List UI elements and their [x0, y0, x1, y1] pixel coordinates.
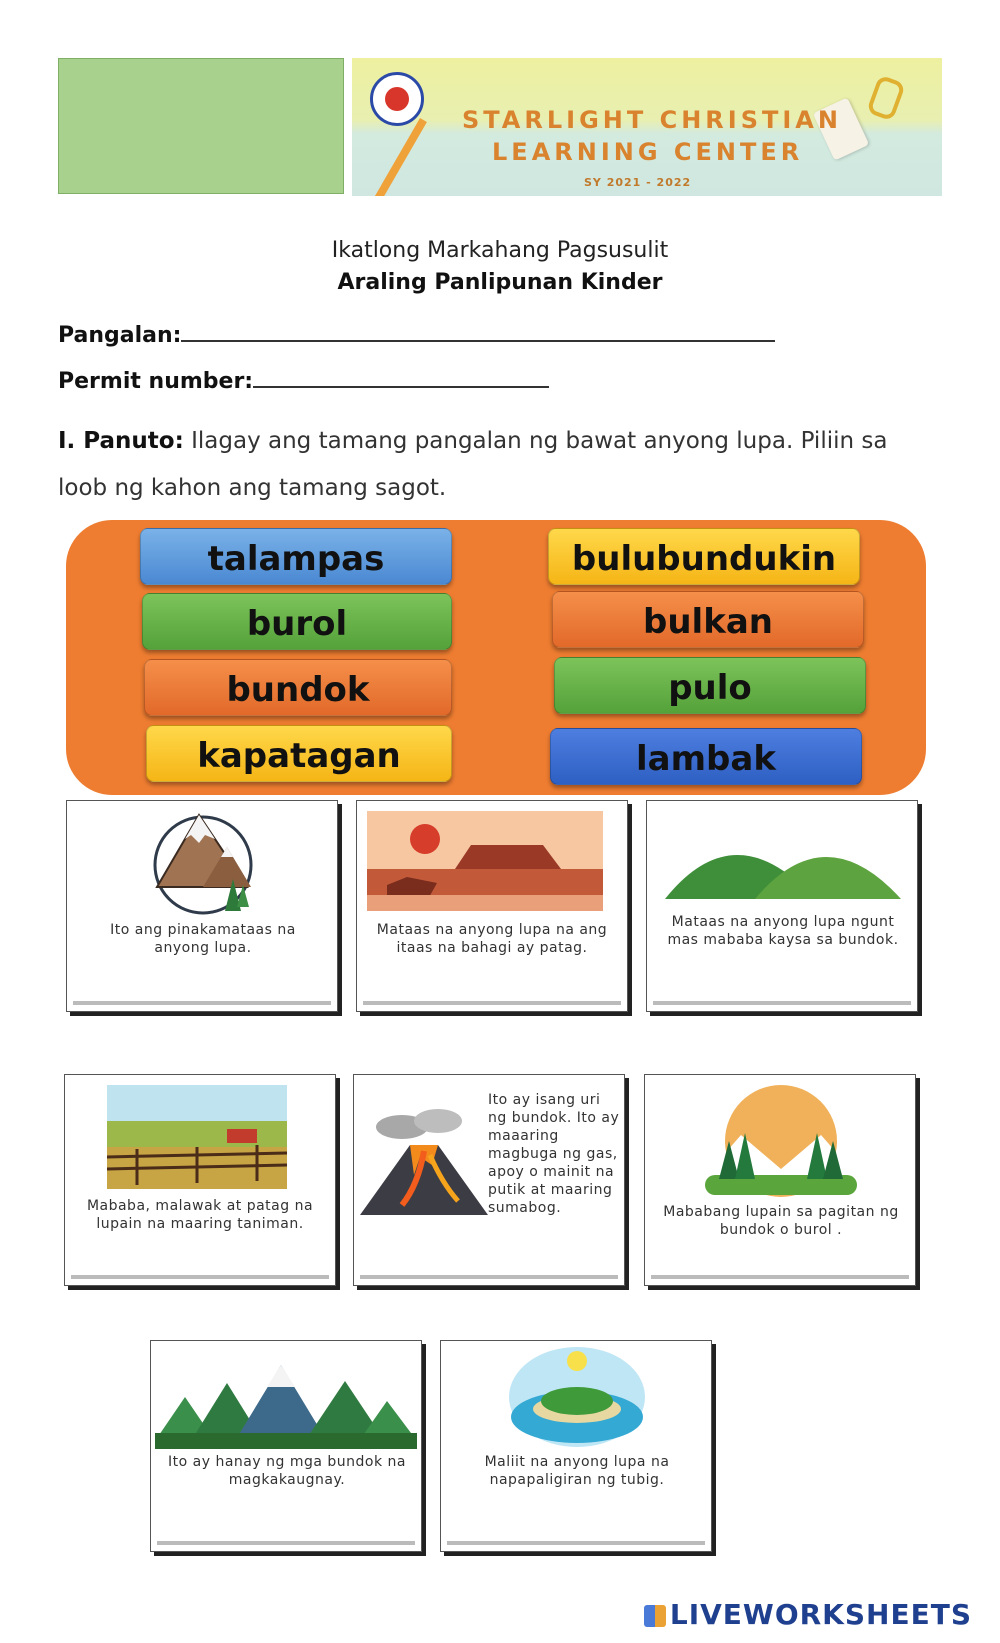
- landform-card[interactable]: [440, 1340, 712, 1552]
- name-input-line[interactable]: [181, 322, 775, 342]
- landform-card[interactable]: [646, 800, 918, 1012]
- landform-card[interactable]: [64, 1074, 336, 1286]
- school-name-line2: LEARNING CENTER: [492, 138, 804, 166]
- word-card[interactable]: bulkan: [552, 591, 864, 648]
- subject-title: Araling Panlipunan Kinder: [337, 270, 663, 295]
- landform-card[interactable]: [353, 1074, 625, 1286]
- word-card[interactable]: bundok: [144, 659, 452, 716]
- card-description: Maliit na anyong lupa na napapaligiran ng tubig.: [484, 1454, 670, 1488]
- school-name-line1: STARLIGHT CHRISTIAN: [462, 106, 842, 134]
- exam-title: Ikatlong Markahang Pagsusulit: [331, 238, 669, 263]
- landform-card[interactable]: [150, 1340, 422, 1552]
- binder-clip-icon: [866, 74, 906, 121]
- word-card[interactable]: pulo: [554, 657, 866, 714]
- valley-icon: [699, 1083, 863, 1199]
- volcano-icon: [358, 1105, 490, 1215]
- island-icon: [507, 1345, 647, 1449]
- photo-placeholder: [58, 58, 344, 194]
- card-description: Mataas na anyong lupa ngunt mas mababa kaysa sa bundok.: [667, 914, 899, 948]
- hill-icon: [665, 821, 901, 901]
- instructions: [58, 418, 938, 512]
- school-year: SY 2021 - 2022: [584, 176, 692, 189]
- card-description: Ito ay hanay ng mga bundok na magkakaugnay.: [168, 1454, 406, 1488]
- card-description: Ito ang pinakamataas na anyong lupa.: [110, 922, 296, 956]
- footer-brand: LIVEWORKSHEETS: [669, 1598, 972, 1631]
- word-card[interactable]: lambak: [550, 728, 862, 785]
- permit-input-line[interactable]: [253, 368, 549, 388]
- plateau-icon: [367, 811, 603, 911]
- name-label: Pangalan:: [58, 323, 182, 348]
- liveworksheets-logo-icon: [644, 1605, 666, 1627]
- school-seal-icon: [370, 72, 424, 126]
- instructions-prefix: I. Panuto:: [58, 428, 184, 454]
- word-card[interactable]: burol: [142, 593, 452, 650]
- card-description: Mataas na anyong lupa na ang itaas na bahagi ay patag.: [376, 922, 608, 956]
- pencil-icon: [360, 118, 427, 196]
- word-card[interactable]: talampas: [140, 528, 452, 585]
- word-card[interactable]: kapatagan: [146, 725, 452, 782]
- school-banner: [352, 58, 942, 196]
- liveworksheets-logo: [644, 1598, 972, 1631]
- instructions-text: Ilagay ang tamang pangalan ng bawat anyong lupa. Piliin sa loob ng kahon ang tamang sagot.: [58, 428, 888, 501]
- landform-card[interactable]: [66, 800, 338, 1012]
- plain-icon: [107, 1085, 287, 1189]
- card-description: Mababang lupain sa pagitan ng bundok o burol .: [663, 1204, 899, 1238]
- word-card[interactable]: bulubundukin: [548, 528, 860, 585]
- mountain-range-icon: [155, 1361, 417, 1449]
- name-field: [58, 322, 775, 348]
- permit-label: Permit number:: [58, 369, 254, 394]
- permit-field: [58, 368, 549, 394]
- mountain-icon: [143, 807, 263, 917]
- landform-card[interactable]: [644, 1074, 916, 1286]
- card-description: Mababa, malawak at patag na lupain na maaring taniman.: [86, 1198, 314, 1232]
- card-description: Ito ay isang uri ng bundok. Ito ay maaaring magbuga ng gas, apoy o mainit na putik at maaring sumabog.: [488, 1092, 620, 1216]
- landform-card[interactable]: [356, 800, 628, 1012]
